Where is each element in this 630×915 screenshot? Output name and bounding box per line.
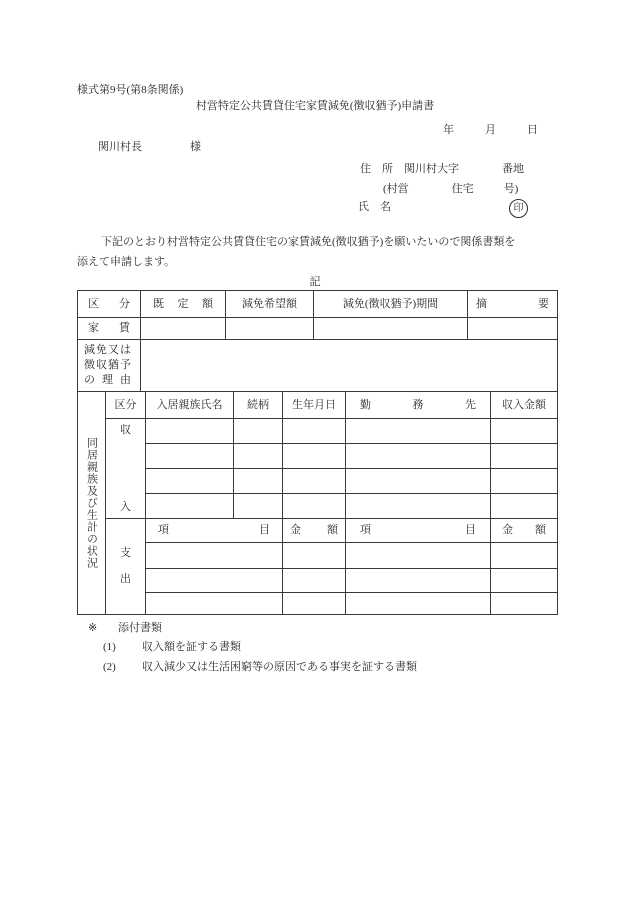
- blank-cell: [141, 340, 558, 392]
- blank-cell: [146, 494, 234, 519]
- blank-cell: [346, 593, 491, 615]
- header-income-amount: 収入金額: [491, 392, 558, 419]
- header-amount: 金 額: [283, 519, 346, 543]
- expense-label-cell: [106, 519, 146, 615]
- blank-cell: [491, 543, 558, 569]
- household-header-row: [78, 392, 558, 419]
- blank-cell: [283, 543, 346, 569]
- household-table: [77, 391, 558, 615]
- blank-cell: [491, 494, 558, 519]
- header-remarks: 摘 要: [468, 291, 558, 318]
- household-side-label-cell: [78, 392, 106, 615]
- blank-cell: [314, 318, 468, 340]
- body-text-line1: 下記のとおり村営特定公共賃貸住宅の家賃減免(徴収猶予)を願いたいので関係書類を: [101, 236, 516, 248]
- body-text-line2: 添えて申請します。: [77, 256, 176, 268]
- address-suffix: 番地: [502, 163, 524, 175]
- housing-unit-line: [383, 183, 518, 196]
- blank-cell: [283, 569, 346, 593]
- rent-table: [77, 290, 558, 392]
- blank-cell: [146, 444, 234, 469]
- housing-mid: 住宅: [451, 183, 474, 195]
- income-row: [78, 444, 558, 469]
- header-workplace: 勤 務 先: [346, 392, 491, 419]
- addressee-name: 関川村長: [98, 141, 142, 153]
- blank-cell: [141, 318, 226, 340]
- blank-cell: [146, 593, 283, 615]
- date-line: [443, 124, 538, 137]
- note-item-text: 収入額を証する書類: [142, 641, 241, 653]
- header-category: 区分: [106, 392, 146, 419]
- blank-cell: [234, 419, 283, 444]
- header-category: 区 分: [78, 291, 141, 318]
- blank-cell: [346, 543, 491, 569]
- notes-item: [103, 661, 417, 674]
- blank-cell: [146, 419, 234, 444]
- header-birth-date: 生年月日: [283, 392, 346, 419]
- blank-cell: [146, 543, 283, 569]
- housing-close: 号): [503, 183, 519, 195]
- blank-cell: [234, 494, 283, 519]
- blank-cell: [146, 569, 283, 593]
- note-item-number: (1): [103, 641, 116, 653]
- blank-cell: [491, 569, 558, 593]
- page-title: 村営特定公共賃貸住宅家賃減免(徴収猶予)申請書: [195, 100, 435, 112]
- income-row: [78, 419, 558, 444]
- blank-cell: [234, 469, 283, 494]
- addressee-line: [98, 141, 201, 154]
- expense-char-2: 出: [120, 573, 131, 585]
- notes-mark: ※: [88, 622, 98, 634]
- expense-header-row: [78, 519, 558, 543]
- blank-cell: [346, 569, 491, 593]
- blank-cell: [346, 469, 491, 494]
- record-heading: 記: [309, 276, 321, 288]
- header-item: 項 目: [346, 519, 491, 543]
- blank-cell: [491, 419, 558, 444]
- blank-cell: [283, 469, 346, 494]
- expense-row: [78, 569, 558, 593]
- header-resident-name: 入居親族氏名: [146, 392, 234, 419]
- addressee-honorific: 様: [190, 141, 201, 153]
- income-row: [78, 469, 558, 494]
- header-relationship: 続柄: [234, 392, 283, 419]
- blank-cell: [346, 419, 491, 444]
- blank-cell: [283, 494, 346, 519]
- header-period: 減免(徴収猶予)期間: [314, 291, 468, 318]
- header-fixed-amount: 既 定 額: [141, 291, 226, 318]
- reason-label: [78, 340, 141, 392]
- blank-cell: [491, 469, 558, 494]
- income-char-2: 入: [120, 500, 131, 513]
- blank-cell: [283, 593, 346, 615]
- notes-title: 添付書類: [118, 622, 162, 634]
- blank-cell: [491, 593, 558, 615]
- expense-row: [78, 543, 558, 569]
- date-day-label: 日: [527, 124, 538, 136]
- note-item-number: (2): [103, 661, 116, 673]
- reason-line1: 減免又は: [84, 344, 131, 356]
- name-label: 氏 名: [358, 201, 391, 213]
- household-side-label: 同居親族及び生計の状況: [85, 437, 98, 569]
- rent-table-header-row: [78, 291, 558, 318]
- address-line: [360, 163, 524, 176]
- blank-cell: [226, 318, 314, 340]
- rent-row: [78, 318, 558, 340]
- blank-cell: [234, 444, 283, 469]
- expense-char-1: 支: [120, 547, 131, 559]
- date-year-label: 年: [443, 124, 454, 136]
- blank-cell: [468, 318, 558, 340]
- notes-heading-line: [88, 622, 162, 635]
- reason-line2: 徴収猶予: [84, 359, 131, 371]
- address-value: 関川村大字: [404, 163, 459, 175]
- expense-row: [78, 593, 558, 615]
- blank-cell: [491, 444, 558, 469]
- income-char-1: 収: [120, 423, 131, 436]
- date-month-label: 月: [485, 124, 496, 136]
- blank-cell: [346, 494, 491, 519]
- address-label: 住 所: [360, 163, 393, 175]
- reason-line3: の 理 由: [84, 374, 131, 386]
- notes-item: [103, 641, 241, 654]
- housing-open: (村営: [383, 183, 409, 195]
- form-number: 様式第9号(第8条関係): [77, 84, 184, 96]
- blank-cell: [346, 444, 491, 469]
- blank-cell: [283, 444, 346, 469]
- header-item: 項 目: [146, 519, 283, 543]
- header-amount: 金 額: [491, 519, 558, 543]
- income-row: [78, 494, 558, 519]
- note-item-text: 収入減少又は生活困窮等の原因である事実を証する書類: [142, 661, 417, 673]
- seal-mark: 印: [509, 199, 528, 218]
- income-label-cell: [106, 419, 146, 519]
- blank-cell: [146, 469, 234, 494]
- rent-row-label: 家 賃: [78, 318, 141, 340]
- reason-row: [78, 340, 558, 392]
- header-desired-amount: 減免希望額: [226, 291, 314, 318]
- blank-cell: [283, 419, 346, 444]
